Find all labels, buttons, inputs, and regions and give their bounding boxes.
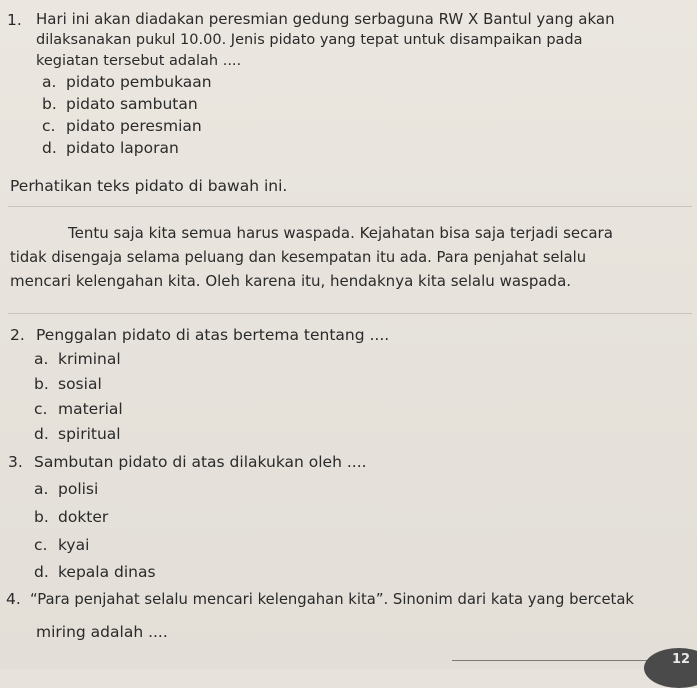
option-letter: d. xyxy=(34,563,49,581)
question-4-line-1: “Para penjahat selalu mencari kelengahan kita”. Sinonim dari kata yang bercetak xyxy=(30,591,634,608)
question-2-option-b xyxy=(34,375,102,394)
option-text: pidato laporan xyxy=(66,139,179,157)
question-1-option-b xyxy=(42,95,198,114)
question-1-line-2: dilaksanakan pukul 10.00. Jenis pidato yang tepat untuk disampaikan pada xyxy=(36,32,583,48)
option-letter: a. xyxy=(34,350,49,368)
option-text: pidato pembukaan xyxy=(66,73,212,91)
speech-line-3: mencari kelengahan kita. Oleh karena itu, hendaknya kita selalu waspada. xyxy=(10,272,572,290)
question-1-number: 1. xyxy=(7,11,22,29)
option-text: material xyxy=(58,400,123,418)
question-1-option-d xyxy=(42,139,179,158)
question-2-number: 2. xyxy=(10,326,25,344)
question-3-option-a xyxy=(34,480,98,499)
question-1-line-1: Hari ini akan diadakan peresmian gedung serbaguna RW X Bantul yang akan xyxy=(36,10,615,28)
question-3-text: Sambutan pidato di atas dilakukan oleh .... xyxy=(34,453,367,471)
page-number-badge: 12 xyxy=(644,648,697,688)
option-text: spiritual xyxy=(58,425,121,443)
option-text: dokter xyxy=(58,508,109,526)
option-letter: b. xyxy=(42,95,57,113)
question-1-line-3: kegiatan tersebut adalah .... xyxy=(36,53,242,69)
option-text: kyai xyxy=(58,536,90,554)
question-3-option-c xyxy=(34,536,89,555)
option-text: polisi xyxy=(58,480,99,498)
question-4-number: 4. xyxy=(6,590,21,608)
option-letter: a. xyxy=(42,73,57,91)
option-letter: b. xyxy=(34,508,49,526)
option-letter: c. xyxy=(42,117,56,135)
option-text: sosial xyxy=(58,375,102,393)
question-2-option-d xyxy=(34,425,121,444)
question-3-option-b xyxy=(34,508,108,527)
footer-rule xyxy=(452,660,652,661)
question-3-number: 3. xyxy=(8,453,23,471)
option-text: kepala dinas xyxy=(58,563,156,581)
option-text: kriminal xyxy=(58,350,121,368)
speech-line-1: Tentu saja kita semua harus waspada. Kejahatan bisa saja terjadi secara xyxy=(68,224,613,242)
option-letter: d. xyxy=(34,425,49,443)
question-1-option-c xyxy=(42,117,202,136)
option-text: pidato sambutan xyxy=(66,95,198,113)
question-2-text: Penggalan pidato di atas bertema tentang .... xyxy=(36,326,390,344)
question-2-option-c xyxy=(34,400,123,419)
option-text: pidato peresmian xyxy=(66,117,202,135)
question-3-option-d xyxy=(34,563,156,582)
option-letter: c. xyxy=(34,536,48,554)
question-1-option-a xyxy=(42,73,212,92)
option-letter: b. xyxy=(34,375,49,393)
option-letter: d. xyxy=(42,139,57,157)
speech-line-2: tidak disengaja selama peluang dan kesempatan itu ada. Para penjahat selalu xyxy=(10,249,587,266)
question-4-line-2: miring adalah .... xyxy=(36,623,168,641)
question-2-option-a xyxy=(34,350,121,369)
instruction-text: Perhatikan teks pidato di bawah ini. xyxy=(10,177,288,195)
option-letter: c. xyxy=(34,400,48,418)
option-letter: a. xyxy=(34,480,49,498)
